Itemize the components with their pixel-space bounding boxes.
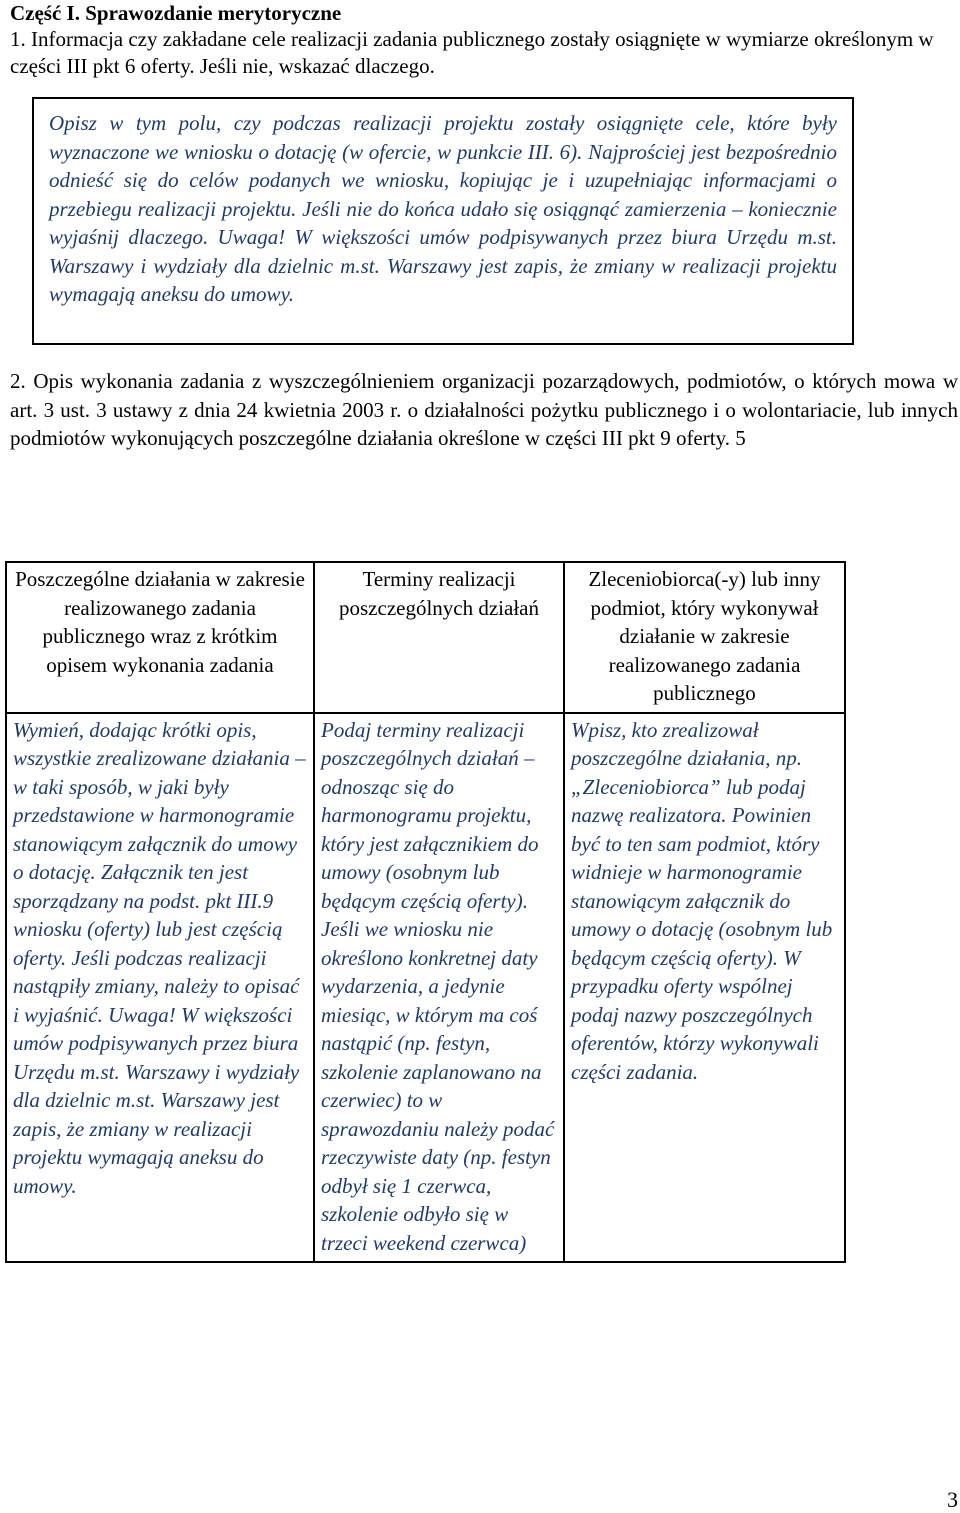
table-row [6, 713, 845, 1263]
question-2: 2. Opis wykonania zadania z wyszczególnieniem organizacji pozarządowych, podmiotów, o których mowa w art. 3 ust. 3 ustawy z dnia 24 kwietnia 2003 r. o działalności pożytku publicznego i o wolontariacie, lub innych podmiotów wykonujących poszczególne działania określone w części III pkt 9 oferty. 5 [10, 369, 958, 450]
document-page [10, 0, 958, 1255]
table-header-row [6, 562, 845, 713]
hint-executor[interactable]: Wpisz, kto zrealizował poszczególne działania, np. „Zleceniobiorca” lub podaj nazwę realizatora. Powinien być to ten sam podmiot, który widnieje w harmonogramie stanowiącym załącznik do umowy o dotację (osobnym lub będącym częścią oferty). W przypadku oferty wspólnej podaj nazwy poszczególnych oferentów, którzy wykonywali części zadania. [564, 713, 845, 1263]
hint-box-goals: Opisz w tym polu, czy podczas realizacji projektu zostały osiągnięte cele, które były wyznaczone we wniosku o dotację (w ofercie, w punkcie III. 6). Najprościej jest bezpośrednio odnieść się do celów podanych we wniosku, kopiując je i uzupełniając informacjami o przebiegu realizacji projektu. Jeśli nie do końca udało się osiągnąć zamierzenia – koniecznie wyjaśnij dlaczego. Uwaga! W większości umów podpisywanych przez biura Urzędu m.st. Warszawy i wydziały dla dzielnic m.st. Warszawy jest zapis, że zmiany w realizacji projektu wymagają aneksu do umowy. [32, 97, 854, 345]
header-activities: Poszczególne działania w zakresie realizowanego zadania publicznego wraz z krótkim opisem wykonania zadania [6, 562, 314, 713]
header-dates: Terminy realizacji poszczególnych działań [314, 562, 564, 713]
part-heading: Część I. Sprawozdanie merytoryczne [10, 1, 342, 25]
activities-table [5, 561, 846, 1263]
question-1: 1. Informacja czy zakładane cele realizacji zadania publicznego zostały osiągnięte w wymiarze określonym w części III pkt 6 oferty. Jeśli nie, wskazać dlaczego. [10, 27, 934, 78]
hint-activities[interactable]: Wymień, dodając krótki opis, wszystkie zrealizowane działania – w taki sposób, w jaki były przedstawione w harmonogramie stanowiącym załącznik do umowy o dotację. Załącznik ten jest sporządzany na podst. pkt III.9 wniosku (oferty) lub jest częścią oferty. Jeśli podczas realizacji nastąpiły zmiany, należy to opisać i wyjaśnić. Uwaga! W większości umów podpisywanych przez biura Urzędu m.st. Warszawy i wydziały dla dzielnic m.st. Warszawy jest zapis, że zmiany w realizacji projektu wymagają aneksu do umowy. [6, 713, 314, 1263]
header-executor: Zleceniobiorca(-y) lub inny podmiot, który wykonywał działanie w zakresie realizowanego zadania publicznego [564, 562, 845, 713]
page-number: 3 [947, 1487, 958, 1512]
hint-dates[interactable]: Podaj terminy realizacji poszczególnych działań – odnosząc się do harmonogramu projektu, który jest załącznikiem do umowy (osobnym lub będącym częścią oferty). Jeśli we wniosku nie określono konkretnej daty wydarzenia, a jedynie miesiąc, w którym ma coś nastąpić (np. festyn, szkolenie zaplanowano na czerwiec) to w sprawozdaniu należy podać rzeczywiste daty (np. festyn odbył się 1 czerwca, szkolenie odbyło się w trzeci weekend czerwca) [314, 713, 564, 1263]
